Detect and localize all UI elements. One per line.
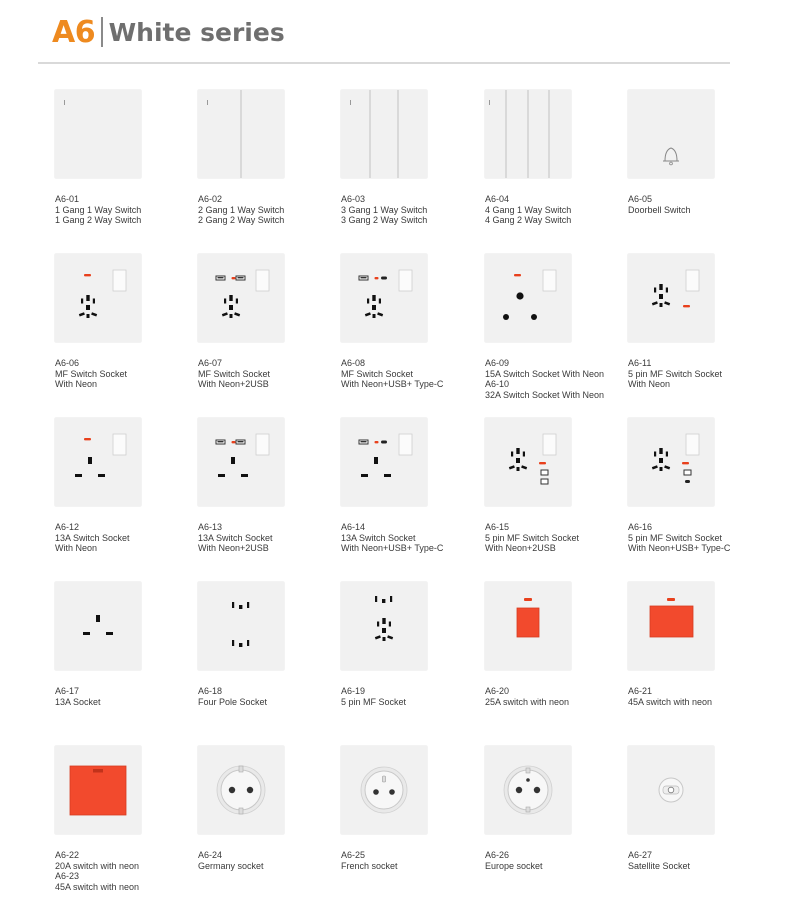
header-divider [101, 17, 103, 47]
product-description: 2 Gang 1 Way Switch [198, 204, 285, 215]
product-image [55, 418, 141, 506]
product-image [55, 90, 141, 178]
product-description: 45A switch with neon [628, 696, 713, 707]
header-rule [38, 62, 730, 64]
product-code: A6-15 [485, 522, 510, 532]
product-description: 2 Gang 2 Way Switch [198, 215, 285, 225]
product-description: MF Switch Socket [198, 368, 271, 379]
product-description: Four Pole Socket [198, 696, 268, 707]
product-description: 5 pin MF Switch Socket [485, 532, 580, 543]
product-image [485, 582, 571, 670]
page-header [52, 12, 285, 52]
product-image [485, 418, 571, 506]
product-code: A6-18 [198, 686, 223, 696]
product-image [628, 746, 714, 834]
product-description: 5 pin MF Socket [341, 696, 407, 707]
product-image [55, 582, 141, 670]
product-description: With Neon+USB+ Type-C [628, 543, 731, 553]
product-code: A6-08 [341, 358, 366, 368]
product-code: A6-13 [198, 522, 223, 532]
product-description: 25A switch with neon [485, 696, 570, 707]
product-code: A6-25 [341, 850, 366, 860]
product-code: A6-16 [628, 522, 653, 532]
product-description: 1 Gang 2 Way Switch [55, 215, 142, 225]
product-description: Satellite Socket [628, 860, 691, 871]
product-description: Germany socket [198, 860, 264, 871]
product-image [628, 582, 714, 670]
product-description: With Neon [55, 379, 98, 389]
product-description: 13A Socket [55, 696, 101, 707]
product-description: With Neon+2USB [198, 543, 269, 553]
product-image [198, 254, 284, 342]
product-code: A6-21 [628, 686, 653, 696]
product-code: A6-01 [55, 194, 80, 204]
product-code: A6-26 [485, 850, 510, 860]
product-image [55, 746, 141, 834]
product-description: 32A Switch Socket With Neon [485, 389, 605, 400]
product-description: With Neon+2USB [198, 379, 269, 389]
product-description: 5 pin MF Switch Socket [628, 368, 723, 379]
product-image [485, 90, 571, 178]
product-description: 20A switch with neon [55, 860, 140, 871]
product-code: A6-03 [341, 194, 366, 204]
product-image [485, 254, 571, 342]
product-description: With Neon+USB+ Type-C [341, 379, 444, 389]
product-code: A6-20 [485, 686, 510, 696]
product-description: 45A switch with neon [55, 881, 140, 892]
product-description: Europe socket [485, 860, 543, 871]
product-code: A6-19 [341, 686, 366, 696]
product-code: A6-10 [485, 379, 510, 389]
product-description: 4 Gang 2 Way Switch [485, 215, 572, 225]
product-image [341, 90, 427, 178]
product-image [628, 254, 714, 342]
series-title: White series [108, 17, 285, 47]
product-code: A6-04 [485, 194, 510, 204]
product-code: A6-07 [198, 358, 223, 368]
product-image [485, 746, 571, 834]
product-description: MF Switch Socket [341, 368, 414, 379]
series-code: A6 [52, 14, 96, 50]
product-description: 3 Gang 2 Way Switch [341, 215, 428, 225]
product-code: A6-24 [198, 850, 223, 860]
product-image [341, 746, 427, 834]
product-description: With Neon [628, 379, 671, 389]
product-description: French socket [341, 860, 398, 871]
product-description: 5 pin MF Switch Socket [628, 532, 723, 543]
product-code: A6-14 [341, 522, 366, 532]
product-description: MF Switch Socket [55, 368, 128, 379]
product-image [341, 254, 427, 342]
product-code: A6-12 [55, 522, 80, 532]
product-code: A6-17 [55, 686, 80, 696]
product-code: A6-09 [485, 358, 510, 368]
product-code: A6-05 [628, 194, 653, 204]
product-description: 13A Switch Socket [198, 532, 273, 543]
product-description: 4 Gang 1 Way Switch [485, 204, 572, 215]
product-code: A6-27 [628, 850, 653, 860]
product-image [198, 418, 284, 506]
product-description: 15A Switch Socket With Neon [485, 368, 605, 379]
product-code: A6-22 [55, 850, 80, 860]
product-code: A6-23 [55, 871, 80, 881]
product-image [55, 254, 141, 342]
product-description: With Neon+2USB [485, 543, 556, 553]
product-code: A6-02 [198, 194, 223, 204]
product-description: 13A Switch Socket [341, 532, 416, 543]
product-image [341, 418, 427, 506]
product-description: With Neon+USB+ Type-C [341, 543, 444, 553]
product-image [628, 418, 714, 506]
product-description: 3 Gang 1 Way Switch [341, 204, 428, 215]
product-description: 1 Gang 1 Way Switch [55, 204, 142, 215]
product-image [198, 90, 284, 178]
product-description: Doorbell Switch [628, 204, 691, 215]
product-code: A6-11 [628, 358, 652, 368]
product-code: A6-06 [55, 358, 80, 368]
product-image [628, 90, 714, 178]
product-description: With Neon [55, 543, 98, 553]
product-image [198, 746, 284, 834]
product-image [341, 582, 427, 670]
product-description: 13A Switch Socket [55, 532, 130, 543]
product-image [198, 582, 284, 670]
